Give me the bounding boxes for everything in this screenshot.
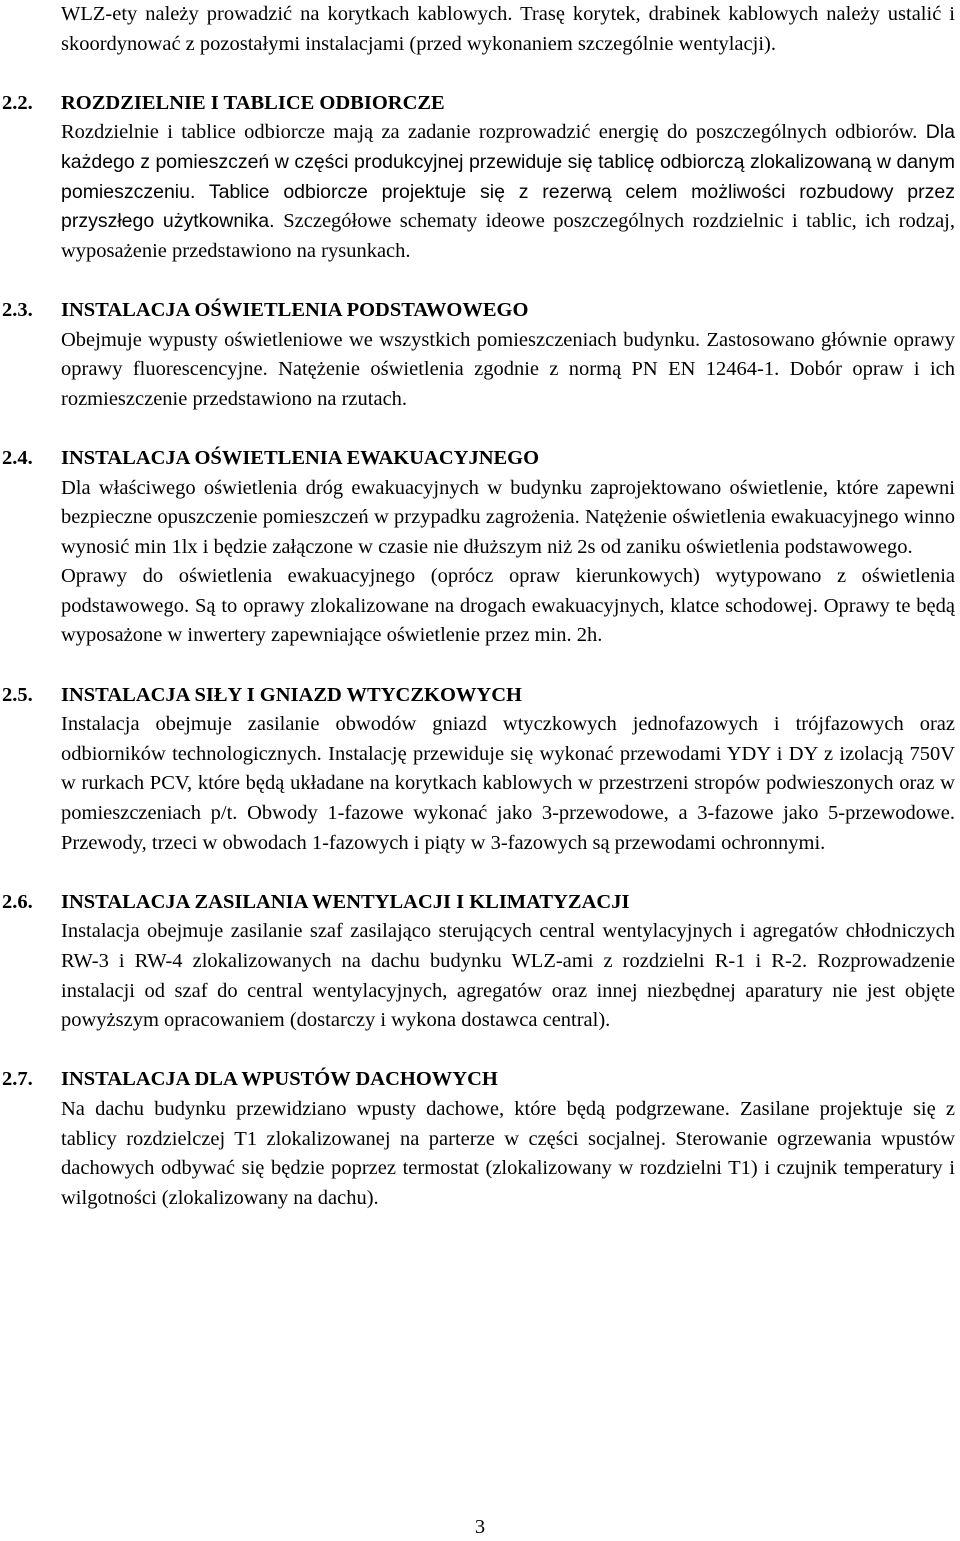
section-heading [2,89,955,119]
section-title: INSTALACJA DLA WPUSTÓW DACHOWYCH [61,1068,498,1091]
section-title: INSTALACJA ZASILANIA WENTYLACJI I KLIMATYZACJI [61,890,630,913]
section-2-2 [2,89,956,267]
section-number: 2.5. [2,683,33,706]
section-number: 2.7. [2,1068,33,1091]
page-number: 3 [474,1516,486,1538]
section-title: INSTALACJA OŚWIETLENIA EWAKUACYJNEGO [61,446,540,469]
section-2-5 [2,681,955,859]
section-2-4 [2,444,955,651]
section-heading [2,681,955,711]
section-heading [2,888,955,918]
section-title: ROZDZIELNIE I TABLICE ODBIORCZE [61,91,445,114]
paragraph-text-sans: Dla każdego z pomieszczeń w części produkcyjnej przewiduje się tablicę odbiorczą zlokalizowaną w danym pomieszczeniu. Tablice odbiorcze projektuje się z rezerwą celem możliwości rozbudowy przez przyszłego użytkownika. [61,121,955,233]
section-2-6 [2,888,955,1036]
section-title: INSTALACJA OŚWIETLENIA PODSTAWOWEGO [61,298,529,321]
section-paragraph [61,118,955,266]
section-title: INSTALACJA SIŁY I GNIAZD WTYCZKOWYCH [61,683,522,706]
section-number: 2.4. [2,446,33,469]
section-heading [2,296,955,326]
paragraph-text: Rozdzielnie i tablice odbiorcze mają za zadanie rozprowadzić energię do poszczególnych odbiorów. [61,121,926,144]
section-number: 2.3. [2,298,33,321]
section-number: 2.6. [2,890,33,913]
document-page [2,0,956,1213]
section-2-3 [2,296,955,414]
section-number: 2.2. [2,91,33,114]
intro-paragraph: WLZ-ety należy prowadzić na korytkach kablowych. Trasę korytek, drabinek kablowych należy ustalić i skoordynować z pozostałymi instalacjami (przed wykonaniem szczególnie wentylacji). [61,3,955,55]
section-paragraph: Obejmuje wypusty oświetleniowe we wszystkich pomieszczeniach budynku. Zastosowano głównie oprawy oprawy fluorescencyjne. Natężenie oświetlenia zgodnie z normą PN EN 12464-1. Dobór opraw i ich rozmieszczenie przedstawiono na rzutach. [61,328,955,410]
section-paragraph: Oprawy do oświetlenia ewakuacyjnego (oprócz opraw kierunkowych) wytypowano z oświetlenia podstawowego. Są to oprawy zlokalizowane na drogach ewakuacyjnych, klatce schodowej. Oprawy te będą wyposażone w inwertery zapewniające oświetlenie przez min. 2h. [61,565,955,647]
section-heading [2,1065,955,1095]
section-2-7 [2,1065,955,1213]
section-heading [2,444,955,474]
section-paragraph: Instalacja obejmuje zasilanie szaf zasilająco sterujących central wentylacyjnych i agregatów chłodniczych RW-3 i RW-4 zlokalizowanych na dachu budynku WLZ-ami z rozdzielni R-1 i R-2. Rozprowadzenie instalacji od szaf do central wentylacyjnych, agregatów oraz innej niezbędnej aparatury nie jest objęte powyższym opracowaniem (dostarczy i wykona dostawca central). [61,920,955,1032]
section-paragraph: Instalacja obejmuje zasilanie obwodów gniazd wtyczkowych jednofazowych i trójfazowych oraz odbiorników technologicznych. Instalację przewiduje się wykonać przewodami YDY i DY z izolacją 750V w rurkach PCV, które będą układane na korytkach kablowych w przestrzeni stropów podwieszonych oraz w pomieszczeniach p/t. Obwody 1-fazowe wykonać jako 3-przewodowe, a 3-fazowe jako 5-przewodowe. Przewody, trzeci w obwodach 1-fazowych i piąty w 3-fazowych są przewodami ochronnymi. [61,713,955,854]
paragraph-text: Szczegółowe schematy ideowe poszczególnych rozdzielnic i tablic, ich rodzaj, wyposażenie przedstawiono na rysunkach. [61,210,956,262]
section-paragraph: Na dachu budynku przewidziano wpusty dachowe, które będą podgrzewane. Zasilane projektuje się z tablicy rozdzielczej T1 zlokalizowanej na parterze w części socjalnej. Sterowanie ogrzewania wpustów dachowych odbywać się będzie poprzez termostat (zlokalizowany w rozdzielni T1) i czujnik temperatury i wilgotności (zlokalizowany na dachu). [61,1097,955,1209]
section-paragraph: Dla właściwego oświetlenia dróg ewakuacyjnych w budynku zaprojektowano oświetlenie, które zapewni bezpieczne opuszczenie pomieszczeń w przypadku zagrożenia. Natężenie oświetlenia ewakuacyjnego winno wynosić min 1lx i będzie załączone w czasie nie dłuższym niż 2s od zaniku oświetlenia podstawowego. [61,476,955,558]
